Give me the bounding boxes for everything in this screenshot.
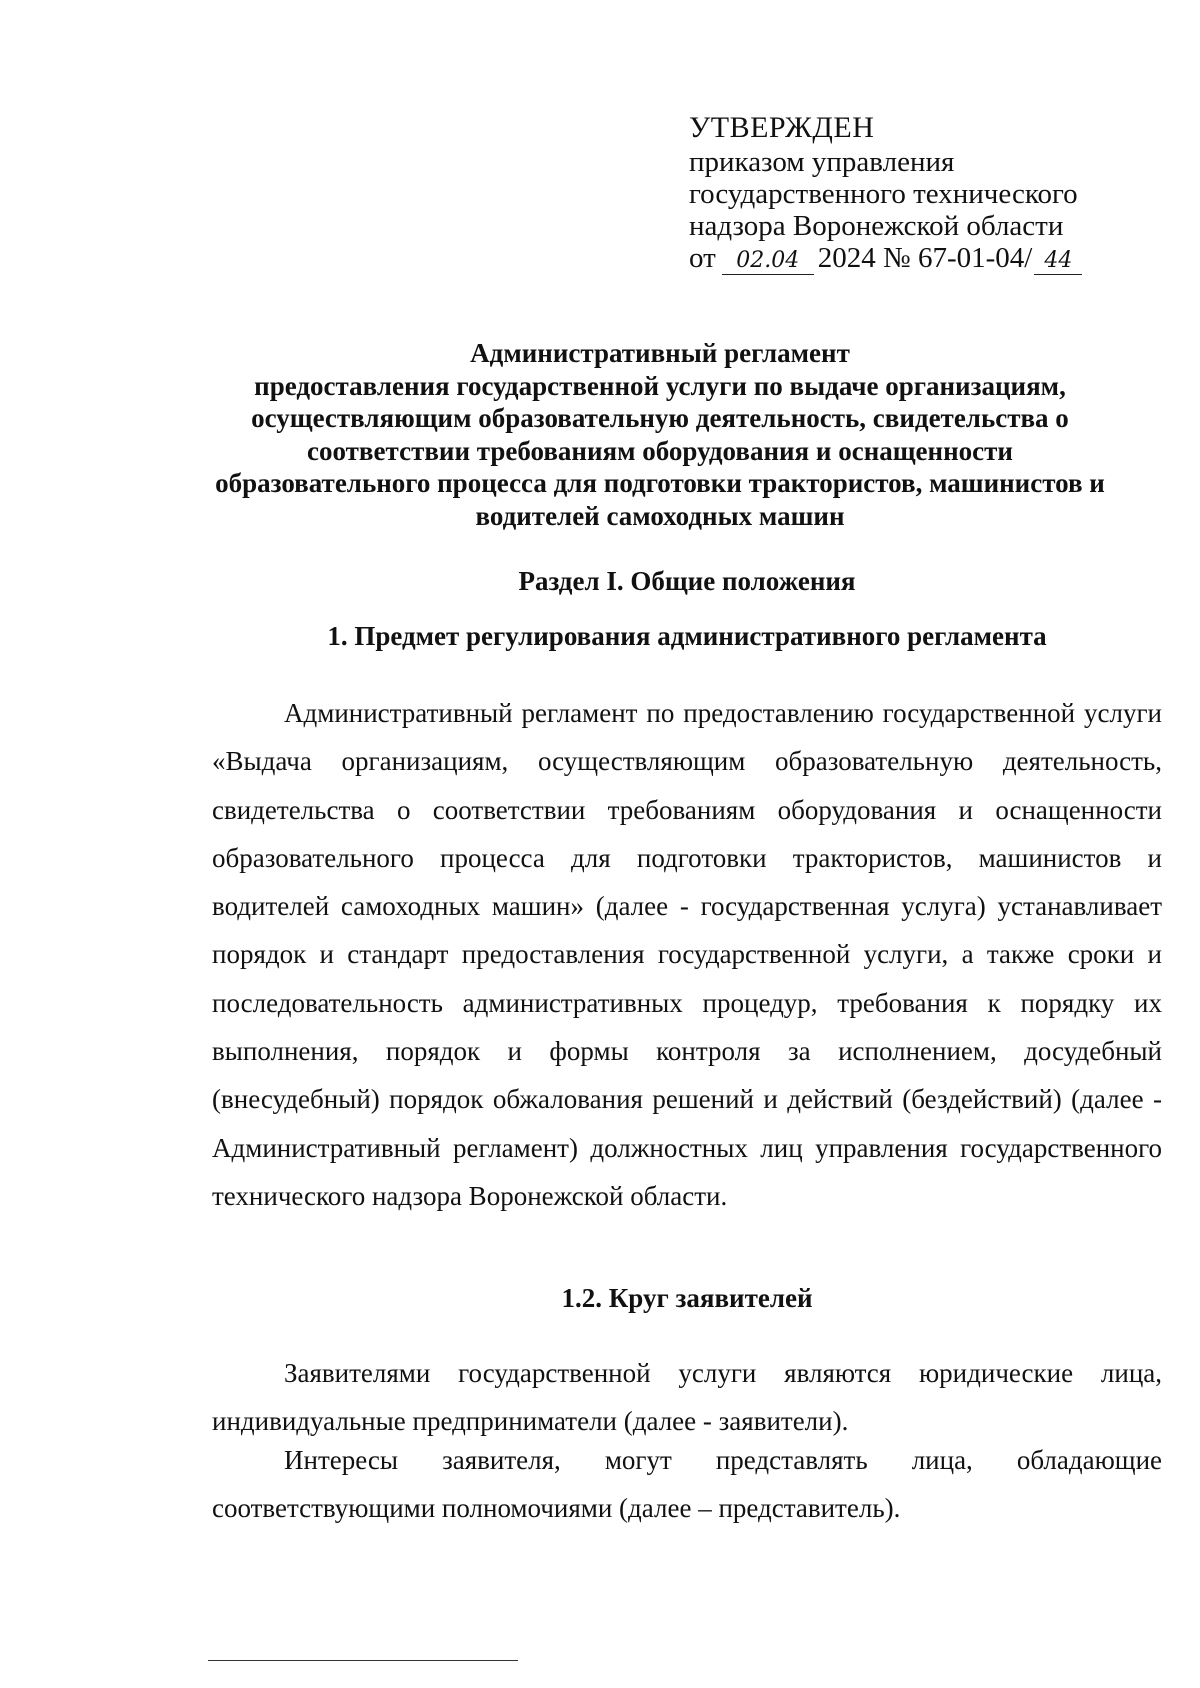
date-prefix: от	[689, 242, 716, 274]
footnote-divider	[208, 1660, 518, 1661]
title-line-5: образовательного процесса для подготовки трактористов, машинистов и	[215, 468, 1105, 498]
approval-line-1: приказом управления	[689, 146, 955, 178]
paragraph-1	[212, 689, 1162, 1220]
title-line-4: соответствии требованиям оборудования и оснащенности	[307, 435, 1013, 466]
paragraph-3-text: Интересы заявителя, могут представлять лица, обладающие соответствующими полномочиями (далее – представитель).	[212, 1445, 1162, 1524]
approved-label: УТВЕРЖДЕН	[689, 111, 875, 144]
approval-line-3: надзора Воронежской области	[689, 210, 1064, 242]
approval-date-line	[689, 242, 1149, 275]
title-line-6: водителей самоходных машин	[475, 500, 845, 531]
subsection-heading-2: 1.2. Круг заявителей	[561, 1283, 813, 1313]
title-line-2: предоставления государственной услуги по выдаче организациям,	[254, 370, 1066, 401]
document-title	[160, 337, 1160, 532]
section-heading: Раздел I. Общие положения	[518, 566, 856, 596]
approval-line-2: государственного технического	[689, 178, 1078, 210]
subsection-heading-1: 1. Предмет регулирования административного регламента	[327, 621, 1047, 651]
year-number: 2024 № 67-01-04/	[817, 242, 1033, 274]
handwritten-date: 02.04	[722, 248, 814, 275]
paragraph-1-text: Административный регламент по предоставлению государственной услуги «Выдача организациям, осуществляющим образовательную деятельность, свидетельства о соответствии требованиям оборудования и оснащенности образовательного процесса для подготовки трактористов, машинистов и водителей самоходных машин» (далее - государственная услуга) устанавливает порядок и стандарт предоставления государственной услуги, а также сроки и последовательность административных процедур, требования к порядку их выполнения, порядок и формы контроля за исполнением, досудебный (внесудебный) порядок обжалования решений и действий (бездействий) (далее - Административный регламент) должностных лиц управления государственного технического надзора Воронежской области.	[212, 698, 1162, 1211]
title-line-1: Административный регламент	[470, 338, 850, 368]
approval-block	[689, 112, 1149, 275]
handwritten-number: 44	[1034, 248, 1082, 275]
paragraph-2-text: Заявителями государственной услуги являются юридические лица, индивидуальные предприниматели (далее - заявители).	[212, 1358, 1162, 1437]
paragraph-2	[212, 1349, 1162, 1446]
paragraph-3	[212, 1436, 1162, 1533]
title-line-3: осуществляющим образовательную деятельность, свидетельства о	[251, 403, 1069, 433]
